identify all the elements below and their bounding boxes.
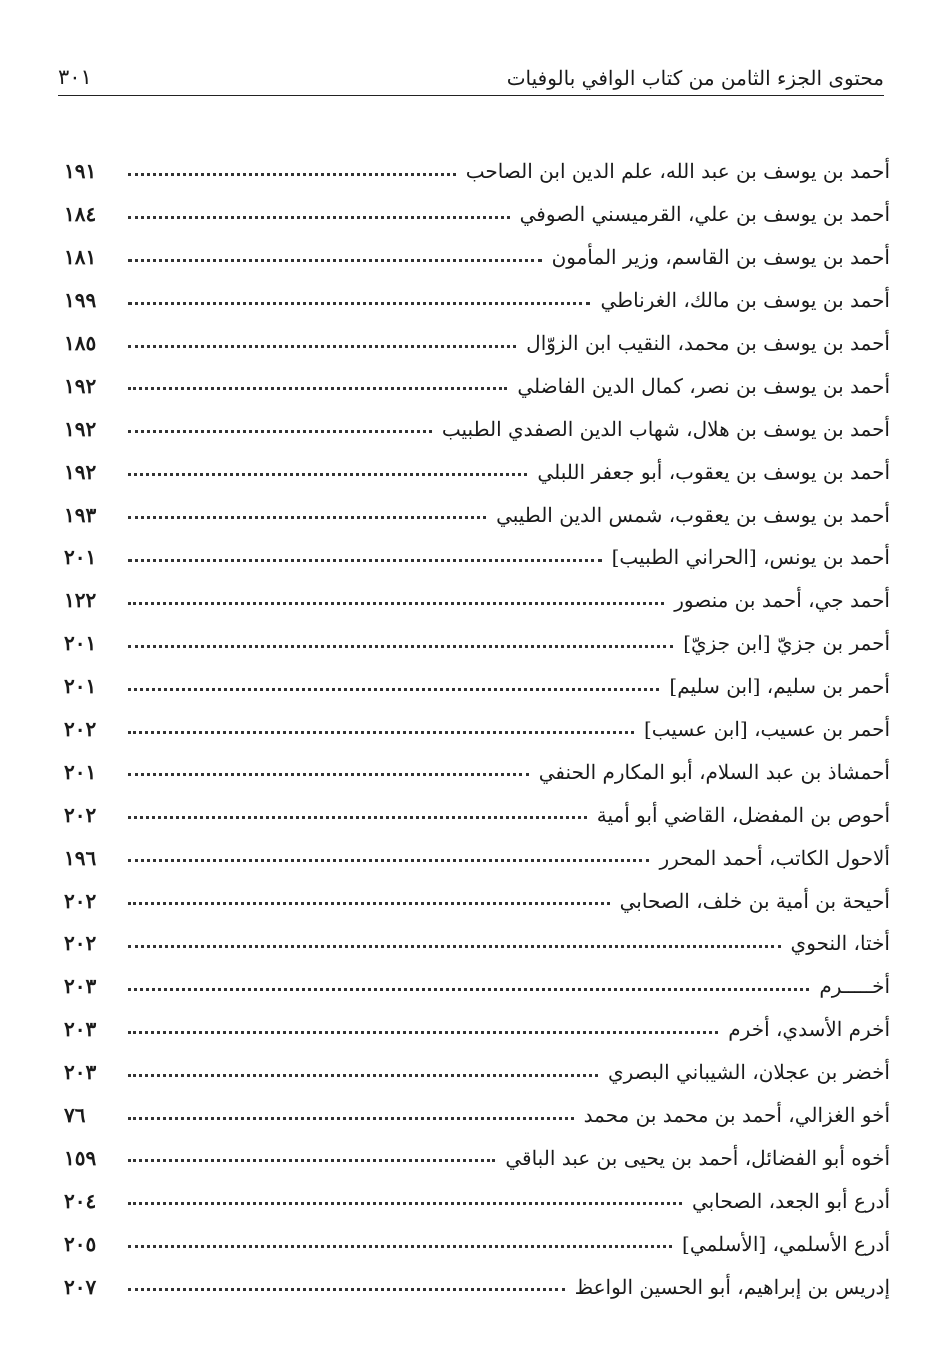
index-entry	[64, 665, 890, 708]
entry-name: أحيحة بن أمية بن خلف، الصحابي	[619, 888, 890, 913]
entry-page-number: ١٥٩	[64, 1145, 97, 1170]
index-entry	[64, 965, 890, 1008]
index-entry	[64, 236, 890, 279]
dot-leader	[128, 602, 664, 605]
entry-name: أخـــــرم	[819, 974, 890, 999]
entry-name: أحمد بن يوسف بن عبد الله، علم الدين ابن الصاحب	[465, 159, 890, 184]
entry-name: أدرع أبو الجعد، الصحابي	[692, 1188, 890, 1213]
entry-name: أحمد بن يوسف بن علي، القرميسني الصوفي	[519, 202, 890, 227]
index-entry	[64, 836, 890, 879]
entry-name: أحمد بن يوسف بن يعقوب، أبو جعفر اللبلي	[537, 459, 890, 484]
dot-leader	[128, 216, 510, 219]
entry-name: أحمد بن يوسف بن محمد، النقيب ابن الزوّال	[526, 331, 890, 355]
entry-page-number: ١٨٤	[64, 202, 97, 227]
index-entry	[64, 579, 890, 622]
entry-name: أدرع الأسلمي، [الأسلمي]	[682, 1231, 890, 1256]
index-entry	[64, 922, 890, 965]
dot-leader	[128, 387, 507, 390]
index-entry	[64, 793, 890, 836]
entry-name: أحمر بن عسيب، [ابن عسيب]	[643, 717, 890, 742]
index-entry	[64, 364, 890, 407]
entry-name: أخضر بن عجلان، الشيباني البصري	[607, 1060, 890, 1085]
entry-page-number: ١٩٢	[64, 416, 97, 441]
entry-page-number: ١٨١	[64, 245, 97, 270]
dot-leader	[128, 516, 486, 519]
dot-leader	[128, 345, 516, 348]
dot-leader	[128, 902, 610, 905]
dot-leader	[128, 988, 809, 991]
entry-page-number: ٢٠٤	[64, 1188, 97, 1213]
dot-leader	[128, 1245, 672, 1248]
index-entry	[64, 536, 890, 579]
dot-leader	[128, 559, 602, 562]
entry-page-number: ٢٠٧	[64, 1274, 97, 1299]
entry-page-number: ١٢٢	[64, 588, 97, 613]
dot-leader	[128, 473, 527, 476]
index-entry	[64, 1094, 890, 1137]
entry-name: أخرم الأسدي، أخرم	[728, 1017, 890, 1042]
entry-page-number: ٢٠٢	[64, 717, 97, 742]
dot-leader	[128, 1031, 718, 1034]
entry-name: أختا، النحوي	[790, 931, 890, 956]
index-entry	[64, 1136, 890, 1179]
entry-name: أحمد بن يوسف بن يعقوب، شمس الدين الطيبي	[496, 502, 890, 527]
running-title: محتوى الجزء الثامن من كتاب الوافي بالوفيات	[506, 66, 884, 90]
page-number: ٣٠١	[58, 65, 92, 89]
index-entry	[64, 1008, 890, 1051]
entry-name: إدريس بن إبراهيم، أبو الحسين الواعظ	[574, 1274, 890, 1299]
dot-leader	[128, 645, 673, 648]
index-entry	[64, 750, 890, 793]
dot-leader	[128, 688, 659, 691]
index-list	[64, 150, 890, 1308]
dot-leader	[128, 945, 781, 948]
entry-name: أحوص بن المفضل، القاضي أبو أمية	[596, 802, 890, 827]
entry-name: أحمد جي، أحمد بن منصور	[674, 588, 890, 613]
dot-leader	[128, 773, 529, 776]
entry-page-number: ١٨٥	[64, 331, 97, 355]
entry-page-number: ٢٠٥	[64, 1231, 97, 1256]
entry-page-number: ١٩١	[64, 159, 97, 184]
dot-leader	[128, 1117, 574, 1120]
entry-page-number: ٢٠١	[64, 674, 97, 699]
entry-page-number: ٢٠٣	[64, 974, 97, 999]
header-rule	[58, 95, 884, 96]
entry-page-number: ٢٠٢	[64, 931, 97, 956]
entry-name: أخو الغزالي، أحمد بن محمد بن محمد	[583, 1103, 890, 1128]
entry-name: أحمد بن يوسف بن هلال، شهاب الدين الصفدي الطبيب	[441, 416, 890, 441]
entry-page-number: ١٩٦	[64, 845, 97, 870]
index-entry	[64, 1222, 890, 1265]
entry-page-number: ١٩٢	[64, 373, 97, 398]
dot-leader	[128, 259, 542, 262]
dot-leader	[128, 430, 432, 433]
index-entry	[64, 708, 890, 751]
entry-page-number: ١٩٢	[64, 459, 97, 484]
index-entry	[64, 493, 890, 536]
entry-page-number: ٢٠١	[64, 631, 97, 656]
index-entry	[64, 622, 890, 665]
entry-name: أحمر بن سليم، [ابن سليم]	[669, 674, 890, 699]
entry-name: أحمد بن يوسف بن مالك، الغرناطي	[600, 288, 890, 313]
entry-name: ألاحول الكاتب، أحمد المحرر	[659, 845, 890, 870]
entry-page-number: ٢٠٣	[64, 1017, 97, 1042]
dot-leader	[128, 1288, 565, 1291]
entry-page-number: ٧٦	[64, 1103, 86, 1128]
dot-leader	[128, 731, 634, 734]
entry-page-number: ٢٠١	[64, 545, 97, 570]
entry-page-number: ١٩٣	[64, 502, 97, 527]
index-entry	[64, 193, 890, 236]
dot-leader	[128, 1074, 598, 1077]
dot-leader	[128, 1202, 682, 1205]
entry-name: أحمد بن يونس، [الحراني الطبيب]	[611, 545, 890, 570]
entry-name: أخوه أبو الفضائل، أحمد بن يحيى بن عبد الباقي	[505, 1145, 890, 1170]
index-entry	[64, 1265, 890, 1308]
dot-leader	[128, 816, 587, 819]
index-entry	[64, 150, 890, 193]
index-entry	[64, 322, 890, 365]
entry-name: أحمر بن جزيّ [ابن جزيّ]	[683, 631, 890, 656]
entry-page-number: ١٩٩	[64, 288, 97, 313]
index-entry	[64, 450, 890, 493]
dot-leader	[128, 173, 456, 176]
entry-name: أحمشاذ بن عبد السلام، أبو المكارم الحنفي	[538, 759, 890, 784]
entry-page-number: ٢٠٢	[64, 802, 97, 827]
index-entry	[64, 1051, 890, 1094]
dot-leader	[128, 302, 590, 305]
index-entry	[64, 279, 890, 322]
entry-page-number: ٢٠١	[64, 759, 97, 784]
entry-name: أحمد بن يوسف بن القاسم، وزير المأمون	[551, 245, 890, 270]
entry-page-number: ٢٠٢	[64, 888, 97, 913]
entry-page-number: ٢٠٣	[64, 1060, 97, 1085]
index-entry	[64, 879, 890, 922]
page-header	[58, 48, 884, 88]
dot-leader	[128, 859, 649, 862]
dot-leader	[128, 1159, 495, 1162]
index-entry	[64, 1179, 890, 1222]
entry-name: أحمد بن يوسف بن نصر، كمال الدين الفاضلي	[517, 373, 890, 398]
index-entry	[64, 407, 890, 450]
